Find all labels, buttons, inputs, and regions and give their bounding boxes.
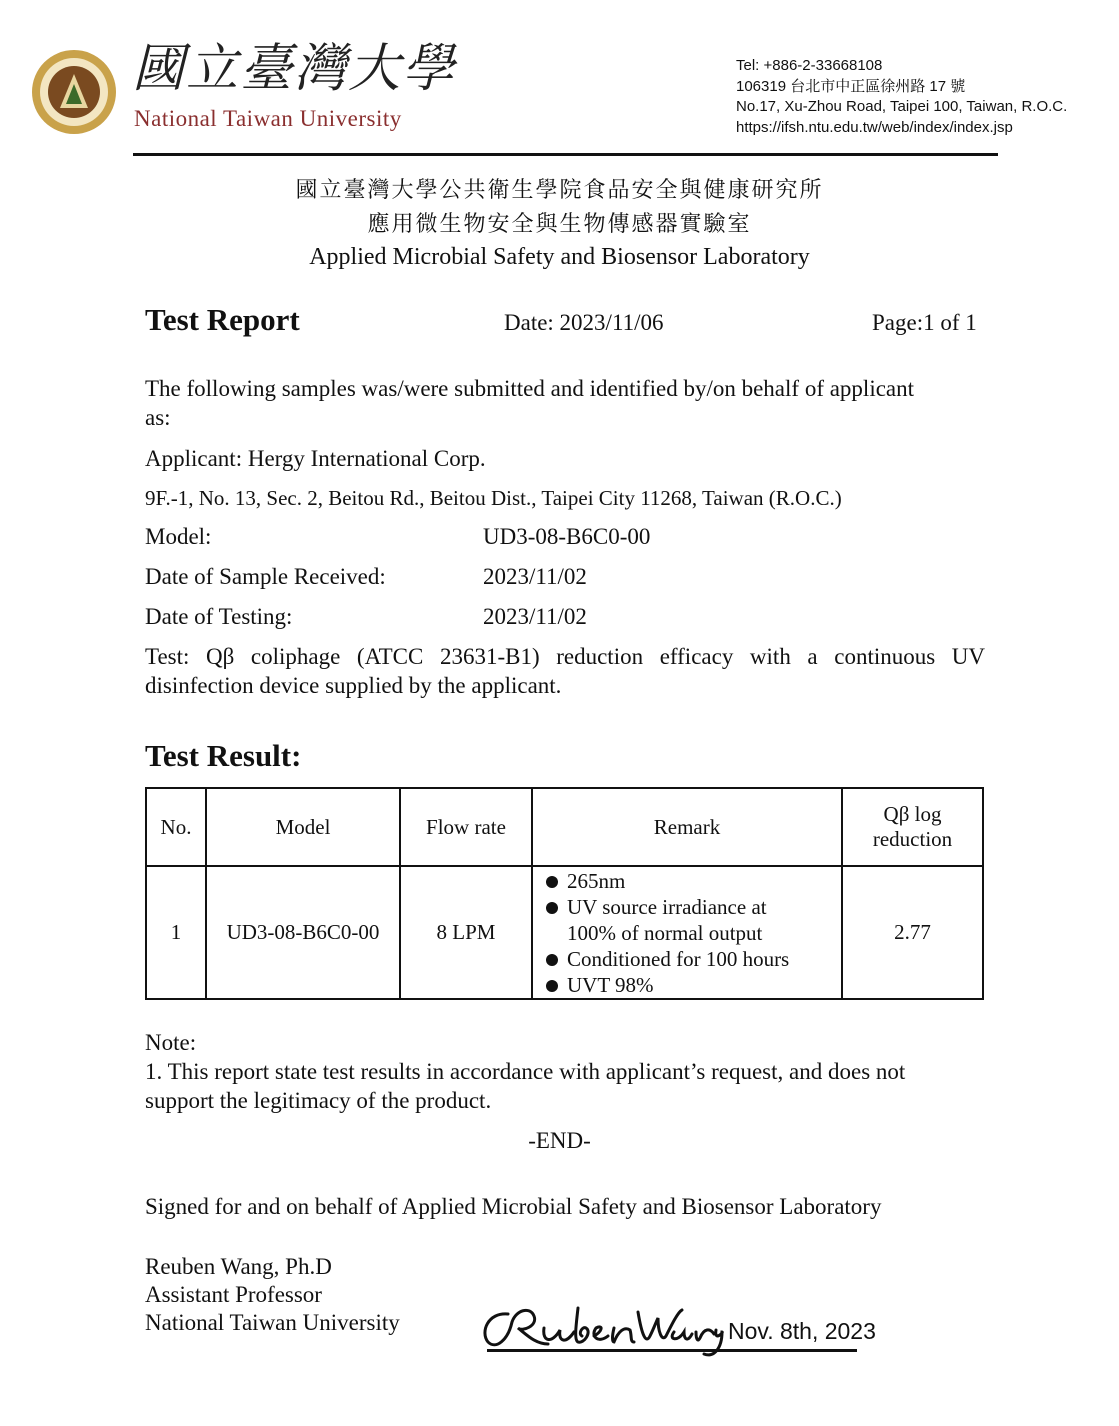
website-url[interactable]: https://ifsh.ntu.edu.tw/web/index/index.jsp [736,118,1013,136]
signer-name: Reuben Wang, Ph.D [145,1254,332,1279]
field-label-testing: Date of Testing: [145,604,293,629]
ntu-seal-logo [30,48,118,136]
remark-item: UV source irradiance at [543,894,841,920]
col-log-reduction [842,788,983,866]
note-label: Note: [145,1030,197,1055]
remark-item: Conditioned for 100 hours [543,946,841,972]
table-row [146,866,983,999]
applicant: Applicant: Hergy International Corp. [145,446,486,471]
field-value-testing: 2023/11/02 [483,604,587,629]
signed-for: Signed for and on behalf of Applied Microbial Safety and Biosensor Laboratory [145,1194,882,1219]
cell-model: UD3-08-B6C0-00 [206,866,400,999]
signature-line [487,1349,857,1352]
field-value-model: UD3-08-B6C0-00 [483,524,651,549]
end-marker: -END- [528,1128,591,1153]
test-description-cont: disinfection device supplied by the applicant. [145,673,562,698]
col-log-reduction-line2: reduction [872,827,953,851]
page-number: Page:1 of 1 [872,310,977,335]
intro-text-cont: as: [145,405,171,430]
test-result-heading: Test Result: [145,738,302,773]
col-model: Model [206,788,400,866]
intro-text: The following samples was/were submitted and identified by/on behalf of applicant [145,376,915,401]
cell-log-reduction: 2.77 [842,866,983,999]
field-label-model: Model: [145,524,212,549]
col-flow-rate: Flow rate [400,788,532,866]
tel: Tel: +886-2-33668108 [736,57,883,74]
report-date: Date: 2023/11/06 [504,310,664,335]
address-cn: 106319 台北市中正區徐州路 17 號 [736,77,966,95]
test-description: Test: Qβ coliphage (ATCC 23631-B1) reduction efficacy with a continuous UV [145,644,985,669]
note-line2: support the legitimacy of the product. [145,1088,492,1113]
cell-flow-rate: 8 LPM [400,866,532,999]
contact-block [736,56,1067,138]
address-en: No.17, Xu-Zhou Road, Taipei 100, Taiwan, R.O.C. [736,98,1068,115]
applicant-address: 9F.-1, No. 13, Sec. 2, Beitou Rd., Beitou Dist., Taipei City 11268, Taiwan (R.O.C.) [145,486,842,510]
lab-name-en: Applied Microbial Safety and Biosensor Laboratory [309,244,810,270]
table-header-row [146,788,983,866]
ntu-logo-chinese: 國立臺灣大學 [132,41,457,98]
ntu-logo-english: National Taiwan University [134,106,402,131]
remark-item: 265nm [543,868,841,894]
result-table [145,787,984,1000]
signer-org: National Taiwan University [145,1310,400,1335]
col-no: No. [146,788,206,866]
remark-item: UVT 98% [543,972,841,998]
field-value-received: 2023/11/02 [483,564,587,589]
signature-date: Nov. 8th, 2023 [728,1318,876,1344]
institute-name-cn: 國立臺灣大學公共衛生學院食品安全與健康研究所 [295,177,824,202]
col-log-reduction-line1: Qβ log [883,802,942,826]
lab-name-cn: 應用微生物安全與生物傳感器實驗室 [367,211,752,236]
note-line1: 1. This report state test results in accordance with applicant’s request, and does not [145,1059,906,1084]
cell-remark [532,866,842,999]
cell-no: 1 [146,866,206,999]
col-remark: Remark [532,788,842,866]
signer-title: Assistant Professor [145,1282,322,1307]
header-divider [133,153,998,156]
remark-item-cont: 100% of normal output [567,920,763,945]
field-label-received: Date of Sample Received: [145,564,386,589]
report-title: Test Report [145,302,300,337]
